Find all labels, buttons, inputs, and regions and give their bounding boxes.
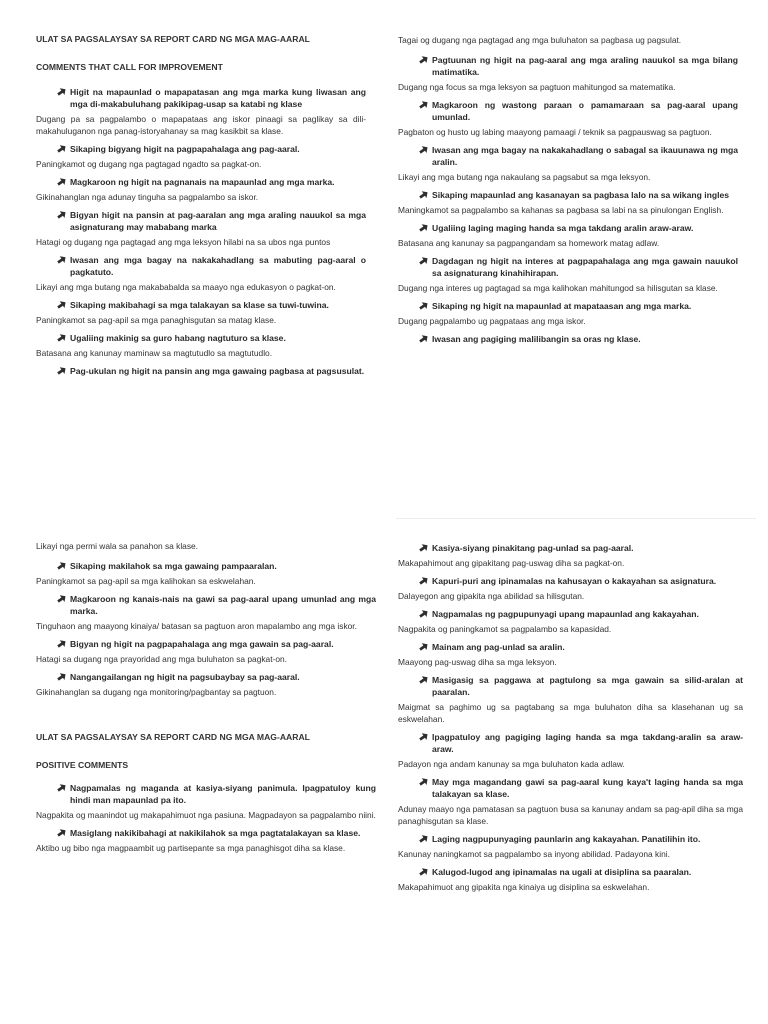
comment-item	[36, 560, 376, 587]
arrow-bullet-icon	[418, 189, 429, 200]
comment-item	[36, 209, 366, 248]
comment-filipino: Magkaroon ng wastong paraan o pamamaraan sa pag-aaral upang umunlad.	[432, 100, 738, 122]
comment-item	[398, 54, 738, 93]
comment-bullet	[36, 782, 376, 806]
comment-bullet	[36, 86, 366, 110]
comment-item	[36, 638, 376, 665]
arrow-bullet-icon	[418, 776, 429, 787]
arrow-bullet-icon	[418, 575, 429, 586]
comment-item	[398, 866, 743, 893]
comment-list	[36, 782, 376, 854]
comment-item	[398, 641, 743, 668]
comment-filipino: Sikaping bigyang higit na pagpapahalaga ang pag-aaral.	[70, 144, 300, 154]
comment-cebuano: Paningkamot sa pag-apil sa mga kalihokan sa eskwelahan.	[36, 576, 256, 586]
comment-list	[398, 54, 738, 345]
comment-cebuano: Adunay maayo nga pamatasan sa pagtuon busa sa kanunay andam sa pag-apil diha sa mga panaghisgutan sa klase.	[398, 804, 743, 826]
comment-item	[398, 255, 738, 294]
comment-bullet	[36, 299, 366, 311]
comment-item	[398, 222, 738, 249]
comment-item	[398, 300, 738, 327]
comment-item	[36, 365, 366, 377]
comment-filipino: Mainam ang pag-unlad sa aralin.	[432, 642, 565, 652]
comment-bullet	[398, 542, 743, 554]
comment-bullet	[398, 641, 743, 653]
comment-cebuano: Nagpakita og maanindot ug makapahimuot nga pasiuna. Magpadayon sa pagpalambo niini.	[36, 810, 376, 820]
comment-bullet	[36, 143, 366, 155]
comment-filipino: Dagdagan ng higit na interes at pagpapahalaga ang mga gawain nauukol sa asignaturang kinahihirapan.	[432, 256, 738, 278]
comment-item	[36, 593, 376, 632]
arrow-bullet-icon	[418, 833, 429, 844]
arrow-bullet-icon	[418, 641, 429, 652]
comment-cebuano: Batasana ang kanunay maminaw sa magtutudlo sa magtutudlo.	[36, 348, 273, 358]
comment-bullet	[36, 671, 376, 683]
comment-cebuano: Kanunay naningkamot sa pagpalambo sa inyong abilidad. Padayona kini.	[398, 849, 670, 859]
comment-filipino: Pag-ukulan ng higit na pansin ang mga gawaing pagbasa at pagsusulat.	[70, 366, 365, 376]
comment-item	[398, 674, 743, 725]
comment-cebuano: Pagbaton og husto ug labing maayong pamaagi / teknik sa pagpauswag sa pagtuon.	[398, 127, 712, 137]
page-top-right	[398, 34, 738, 351]
comment-list	[398, 542, 743, 893]
arrow-bullet-icon	[56, 827, 67, 838]
comment-cebuano: Dugang nga focus sa mga leksyon sa pagtuon mahitungod sa matematika.	[398, 82, 676, 92]
arrow-bullet-icon	[418, 731, 429, 742]
comment-bullet	[36, 209, 366, 233]
comment-bullet	[398, 608, 743, 620]
comment-bullet	[398, 776, 743, 800]
page-top-left	[36, 34, 366, 383]
comment-filipino: Nagpamalas ng pagpupunyagi upang mapaunlad ang kakayahan.	[432, 609, 699, 619]
comment-item	[398, 99, 738, 138]
comment-cebuano: Maningkamot sa pagpalambo sa kahanas sa pagbasa sa labi na sa pinulongan English.	[398, 205, 724, 215]
comment-bullet	[398, 222, 738, 234]
report-card-header: ULAT SA PAGSALAYSAY SA REPORT CARD NG MGA MAG-AARAL	[36, 732, 310, 742]
comment-item	[36, 86, 366, 137]
comment-filipino: Kapuri-puri ang ipinamalas na kahusayan o kakayahan sa asignatura.	[432, 576, 717, 586]
page-bottom-right	[398, 542, 743, 899]
comment-item	[398, 144, 738, 183]
comment-bullet	[398, 189, 738, 201]
comment-bullet	[398, 833, 743, 845]
comment-cebuano: Dugang pa sa pagpalambo o mapapataas ang iskor pinaagi sa paglikay sa dili-makahuluganon nga panag-istoryahanay sa mag kasikbit sa klase.	[36, 114, 366, 136]
comment-item	[36, 782, 376, 821]
comment-item	[36, 176, 366, 203]
arrow-bullet-icon	[418, 144, 429, 155]
continued-text: Likayi nga permi wala sa panahon sa klase.	[36, 541, 199, 551]
arrow-bullet-icon	[56, 782, 67, 793]
comment-filipino: Ugaliing laging maging handa sa mga takdang aralin araw-araw.	[432, 223, 694, 233]
comment-cebuano: Maigmat sa paghimo ug sa pagtabang sa mga buluhaton diha sa klasehanan ug sa eskwelahan.	[398, 702, 743, 724]
continued-text: Tagai og dugang nga pagtagad ang mga buluhaton sa pagbasa ug pagsulat.	[398, 35, 682, 45]
comment-filipino: Nangangailangan ng higit na pagsubaybay sa pag-aaral.	[70, 672, 300, 682]
comment-filipino: Masigasig sa paggawa at pagtulong sa mga gawain sa silid-aralan at paaralan.	[432, 675, 743, 697]
comment-filipino: Iwasan ang pagiging malilibangin sa oras ng klase.	[432, 334, 641, 344]
comment-cebuano: Dugang nga interes ug pagtagad sa mga kalihokan mahitungod sa hilisgutan sa klase.	[398, 283, 718, 293]
comment-filipino: Kasiya-siyang pinakitang pag-unlad sa pag-aaral.	[432, 543, 634, 553]
comment-cebuano: Gikinahanglan nga adunay tinguha sa pagpalambo sa iskor.	[36, 192, 259, 202]
arrow-bullet-icon	[56, 254, 67, 265]
comment-filipino: Masiglang nakikibahagi at nakikilahok sa mga pagtatalakayan sa klase.	[70, 828, 361, 838]
comment-filipino: Laging nagpupunyaging paunlarin ang kakayahan. Panatilihin ito.	[432, 834, 701, 844]
page-divider	[396, 518, 756, 519]
comment-filipino: Sikaping makilahok sa mga gawaing pampaaralan.	[70, 561, 277, 571]
comment-filipino: Kalugod-lugod ang ipinamalas na ugali at disiplina sa paaralan.	[432, 867, 692, 877]
arrow-bullet-icon	[56, 176, 67, 187]
comment-filipino: Bigyan higit na pansin at pag-aaralan ang mga araling nauukol sa mga asignaturang may mababang marka	[70, 210, 366, 232]
comment-bullet	[398, 255, 738, 279]
comment-cebuano: Dalayegon ang gipakita nga abilidad sa hilisgutan.	[398, 591, 585, 601]
arrow-bullet-icon	[418, 674, 429, 685]
section-title-positive: POSITIVE COMMENTS	[36, 760, 129, 770]
comment-filipino: Ipagpatuloy ang pagiging laging handa sa mga takdang-aralin sa araw-araw.	[432, 732, 743, 754]
comment-bullet	[398, 674, 743, 698]
comment-cebuano: Paningkamot sa pag-apil sa mga panaghisgutan sa matag klase.	[36, 315, 277, 325]
comment-filipino: Nagpamalas ng maganda at kasiya-siyang panimula. Ipagpatuloy kung hindi man mapaunlad pa ito.	[70, 783, 376, 805]
comment-item	[398, 731, 743, 770]
comment-cebuano: Gikinahanglan sa dugang nga monitoring/pagbantay sa pagtuon.	[36, 687, 277, 697]
comment-bullet	[36, 827, 376, 839]
arrow-bullet-icon	[418, 54, 429, 65]
comment-item	[36, 827, 376, 854]
comment-item	[36, 671, 376, 698]
comment-cebuano: Hatagi og dugang nga pagtagad ang mga leksyon hilabi na sa ubos nga puntos	[36, 237, 331, 247]
comment-cebuano: Aktibo ug bibo nga magpaambit ug partisepante sa mga panaghisgot diha sa klase.	[36, 843, 346, 853]
arrow-bullet-icon	[56, 86, 67, 97]
comment-bullet	[36, 593, 376, 617]
comment-cebuano: Makapahimuot ang gipakita nga kinaiya ug disiplina sa eskwelahan.	[398, 882, 650, 892]
comment-bullet	[36, 176, 366, 188]
comment-filipino: May mga magandang gawi sa pag-aaral kung kaya't laging handa sa mga talakayan sa klase.	[432, 777, 743, 799]
arrow-bullet-icon	[56, 299, 67, 310]
comment-filipino: Bigyan ng higit na pagpapahalaga ang mga gawain sa pag-aaral.	[70, 639, 334, 649]
comment-item	[398, 776, 743, 827]
comment-filipino: Higit na mapaunlad o mapapatasan ang mga marka kung liwasan ang mga di-makabuluhang pakikipag-usap sa katabi ng klase	[70, 87, 366, 109]
comment-filipino: Ugaliing makinig sa guro habang nagtuturo sa klase.	[70, 333, 286, 343]
arrow-bullet-icon	[56, 638, 67, 649]
comment-filipino: Pagtuunan ng higit na pag-aaral ang mga araling nauukol sa mga bilang matimatika.	[432, 55, 738, 77]
comment-bullet	[36, 638, 376, 650]
comment-bullet	[36, 560, 376, 572]
comment-item	[36, 143, 366, 170]
comment-item	[398, 333, 738, 345]
comment-bullet	[398, 333, 738, 345]
page-bottom-left	[36, 540, 376, 860]
comment-cebuano: Likayi ang mga butang nga makababalda sa maayo nga edukasyon o pagkat-on.	[36, 282, 336, 292]
comment-cebuano: Nagpakita og paningkamot sa pagpalambo sa kapasidad.	[398, 624, 612, 634]
arrow-bullet-icon	[418, 866, 429, 877]
comment-bullet	[398, 300, 738, 312]
comment-cebuano: Likayi ang mga butang nga nakaulang sa pagsabut sa mga leksyon.	[398, 172, 651, 182]
comment-filipino: Sikaping mapaunlad ang kasanayan sa pagbasa lalo na sa wikang ingles	[432, 190, 730, 200]
arrow-bullet-icon	[56, 365, 67, 376]
arrow-bullet-icon	[56, 671, 67, 682]
comment-cebuano: Dugang pagpalambo ug pagpataas ang mga iskor.	[398, 316, 586, 326]
arrow-bullet-icon	[418, 300, 429, 311]
comment-cebuano: Makapahimout ang gipakitang pag-uswag diha sa pagkat-on.	[398, 558, 625, 568]
comment-item	[398, 542, 743, 569]
comment-item	[36, 299, 366, 326]
comment-item	[36, 332, 366, 359]
comment-bullet	[36, 254, 366, 278]
comment-bullet	[398, 54, 738, 78]
comment-filipino: Iwasan ang mga bagay na nakakahadlang sa mabuting pag-aaral o pagkatuto.	[70, 255, 366, 277]
comment-bullet	[398, 99, 738, 123]
arrow-bullet-icon	[418, 99, 429, 110]
comment-cebuano: Paningkamot og dugang nga pagtagad ngadto sa pagkat-on.	[36, 159, 262, 169]
comment-filipino: Iwasan ang mga bagay na nakakahadlang o sabagal sa ikauunawa ng mga aralin.	[432, 145, 738, 167]
comment-item	[36, 254, 366, 293]
arrow-bullet-icon	[56, 593, 67, 604]
arrow-bullet-icon	[418, 542, 429, 553]
comment-item	[398, 189, 738, 216]
comment-bullet	[398, 144, 738, 168]
comment-bullet	[36, 332, 366, 344]
arrow-bullet-icon	[56, 332, 67, 343]
section-title-improvement: COMMENTS THAT CALL FOR IMPROVEMENT	[36, 62, 223, 72]
comment-filipino: Magkaroon ng kanais-nais na gawi sa pag-aaral upang umunlad ang mga marka.	[70, 594, 376, 616]
arrow-bullet-icon	[56, 560, 67, 571]
comment-filipino: Sikaping ng higit na mapaunlad at mapataasan ang mga marka.	[432, 301, 692, 311]
comment-item	[398, 833, 743, 860]
report-card-header: ULAT SA PAGSALAYSAY SA REPORT CARD NG MGA MAG-AARAL	[36, 34, 310, 44]
comment-cebuano: Maayong pag-uswag diha sa mga leksyon.	[398, 657, 557, 667]
comment-list	[36, 560, 376, 698]
comment-bullet	[36, 365, 366, 377]
comment-list	[36, 86, 366, 377]
comment-bullet	[398, 731, 743, 755]
comment-cebuano: Padayon nga andam kanunay sa mga buluhaton kada adlaw.	[398, 759, 625, 769]
comment-item	[398, 575, 743, 602]
arrow-bullet-icon	[56, 209, 67, 220]
comment-cebuano: Batasana ang kanunay sa pagpangandam sa homework matag adlaw.	[398, 238, 660, 248]
arrow-bullet-icon	[418, 608, 429, 619]
comment-filipino: Magkaroon ng higit na pagnanais na mapaunlad ang mga marka.	[70, 177, 335, 187]
arrow-bullet-icon	[418, 333, 429, 344]
comment-filipino: Sikaping makibahagi sa mga talakayan sa klase sa tuwi-tuwina.	[70, 300, 329, 310]
arrow-bullet-icon	[418, 222, 429, 233]
comment-cebuano: Hatagi sa dugang nga prayoridad ang mga buluhaton sa pagkat-on.	[36, 654, 287, 664]
arrow-bullet-icon	[56, 143, 67, 154]
comment-bullet	[398, 575, 743, 587]
arrow-bullet-icon	[418, 255, 429, 266]
comment-item	[398, 608, 743, 635]
comment-bullet	[398, 866, 743, 878]
comment-cebuano: Tinguhaon ang maayong kinaiya/ batasan sa pagtuon aron mapalambo ang mga iskor.	[36, 621, 357, 631]
